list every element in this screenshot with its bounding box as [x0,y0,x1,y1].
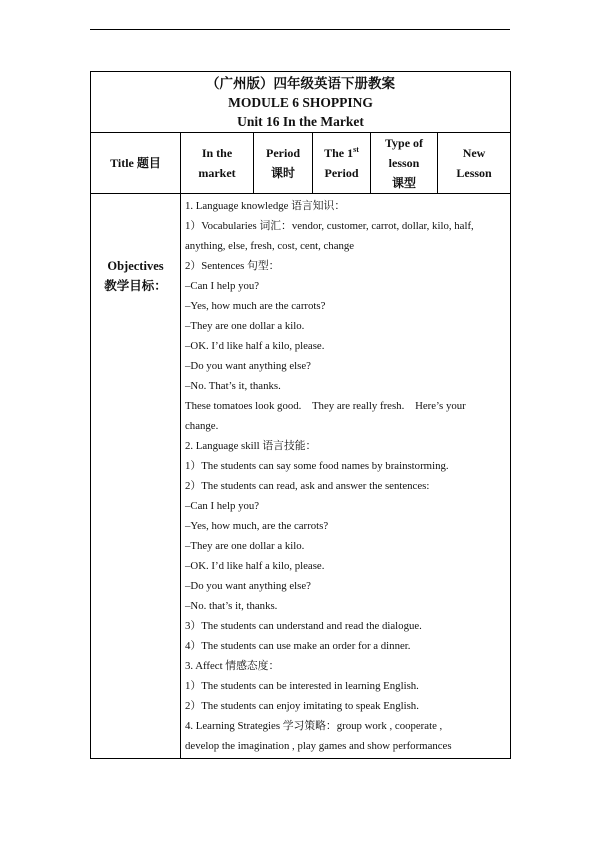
objective-line: 2）The students can enjoy imitating to speak English. [185,700,419,712]
type-value: New Lesson [438,133,511,194]
objective-line: 4. Learning Strategies 学习策略：group work , cooperate , [185,720,443,732]
objective-line: 4）The students can use make an order for a dinner. [185,640,411,652]
objective-line: change. [185,420,219,432]
objective-line: –They are one dollar a kilo. [185,320,305,332]
objective-line: 2. Language skill 语言技能： [185,440,317,452]
objective-line: anything, else, fresh, cost, cent, change [185,240,355,252]
objective-line: –Yes, how much, are the carrots? [185,520,329,532]
objective-line: –OK. I’d like half a kilo, please. [185,340,325,352]
title-cn: （广州版）四年级英语下册教案 [206,75,396,91]
objective-line: develop the imagination , play games and show performances [185,740,452,752]
header-row [91,72,511,133]
info-row [91,133,511,194]
objective-line: –Can I help you? [185,500,260,512]
objective-line: –Can I help you? [185,280,260,292]
objective-line: –Yes, how much are the carrots? [185,300,326,312]
lesson-plan-table [90,71,511,759]
objective-line: –OK. I’d like half a kilo, please. [185,560,325,572]
objectives-label: Objectives 教学目标： [91,194,181,759]
objective-line: 1. Language knowledge 语言知识： [185,200,346,212]
period-label: Period 课时 [254,133,313,194]
unit-title: Unit 16 In the Market [237,113,364,129]
objective-line: 1）Vocabularies 词汇：vendor, customer, carrot, dollar, kilo, half, [185,220,474,232]
objectives-content [181,194,511,759]
module-title: MODULE 6 SHOPPING [228,94,373,110]
header-cell [91,72,511,133]
top-rule [90,29,510,30]
objective-line: 3）The students can understand and read the dialogue. [185,620,422,632]
objective-line: –No. that’s it, thanks. [185,600,278,612]
objective-line: 3. Affect 情感态度： [185,660,280,672]
period-value: The 1st Period [313,133,371,194]
objective-line: 2）Sentences 句型： [185,260,280,272]
title-label: Title 题目 [91,133,181,194]
objective-line: –No. That’s it, thanks. [185,380,281,392]
objective-line: –Do you want anything else? [185,580,311,592]
objective-line: 2）The students can read, ask and answer the sentences: [185,480,430,492]
objective-line: –They are one dollar a kilo. [185,540,305,552]
lesson-name: In the market [181,133,254,194]
objective-line: –Do you want anything else? [185,360,311,372]
objective-line: These tomatoes look good. They are really fresh. Here’s your [185,400,466,412]
objective-line: 1）The students can say some food names by brainstorming. [185,460,449,472]
objectives-row [91,194,511,759]
objective-line: 1）The students can be interested in learning English. [185,680,419,692]
type-label: Type of lesson 课型 [371,133,438,194]
